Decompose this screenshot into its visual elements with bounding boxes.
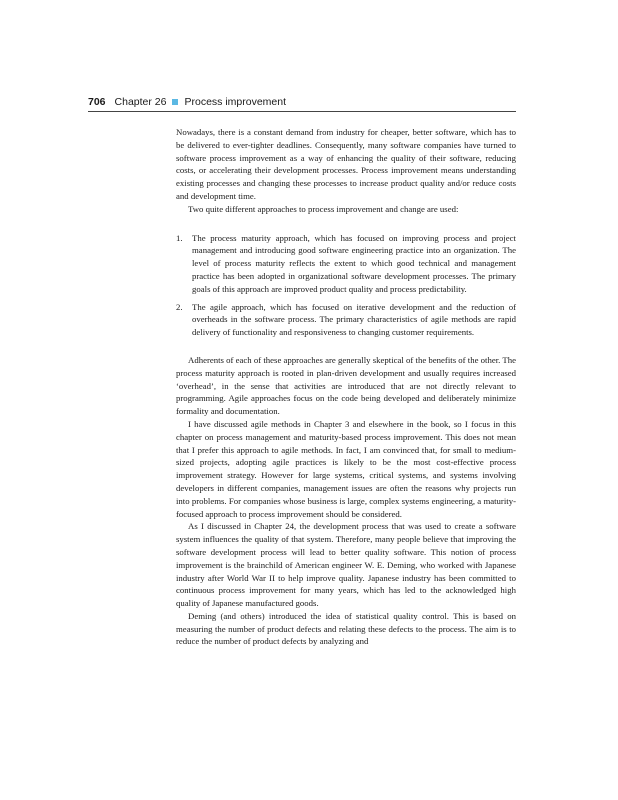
paragraph-body-3: As I discussed in Chapter 24, the development process that was used to create a software system influences the quality of that system. Therefore, many people believe that improving the software development process will lead to better quality software. This notion of process improvement is the brainchild of American engineer W. E. Deming, who worked with Japanese industry after World War II to help improve quality. Japanese industry has been committed to continuous process improvement for many years, which has led to the acknowledged high quality of Japanese manufactured goods. [176, 521, 516, 609]
header-rule [88, 111, 516, 112]
paragraph-intro-1: Nowadays, there is a constant demand from industry for cheaper, better software, which has to be delivered to ever-tighter deadlines. Consequently, many software companies have turned to software process improvement as a way of enhancing the quality of their software, reducing costs, or accelerating their development processes. Process improvement means understanding existing processes and changing these processes to increase product quality and/or reduce costs and development time. [176, 127, 516, 201]
body-text [176, 126, 516, 648]
list-item [176, 301, 516, 339]
list-item [176, 232, 516, 296]
paragraph-body-2: I have discussed agile methods in Chapter 3 and elsewhere in the book, so I focus in this chapter on process management and maturity-based process improvement. This does not mean that I prefer this approach to agile methods. In fact, I am convinced that, for small to medium-sized projects, adopting agile practices is likely to be the most cost-effective process improvement strategy. However for large systems, critical systems, and systems involving developers in different companies, management issues are often the reasons why projects run into problems. For companies whose business is large, complex systems engineering, a maturity-focused approach to process improvement should be considered. [176, 418, 516, 519]
running-head [88, 95, 516, 111]
list-item-number: 1. [176, 232, 183, 243]
section-marker-square [172, 99, 178, 105]
list-item-number: 2. [176, 301, 183, 312]
paragraph-body-4: Deming (and others) introduced the idea of statistical quality control. This is based on measuring the number of product defects and relating these defects to the process. The aim is to reduce the number of product defects by analyzing and [176, 610, 516, 647]
numbered-list [176, 232, 516, 339]
chapter-label: Chapter 26 [114, 96, 167, 108]
paragraph-body-1: Adherents of each of these approaches are generally skeptical of the benefits of the other. The process maturity approach is rooted in plan-driven development and usually requires increased ‘overhead’, in the sense that activities are introduced that are not directly relevant to programming. Agile approaches focus on the code being developed and deliberately minimize formality and documentation. [176, 354, 516, 417]
section-title: Process improvement [184, 96, 287, 108]
page-number: 706 [88, 96, 106, 108]
paragraph-intro-2: Two quite different approaches to process improvement and change are used: [188, 203, 459, 214]
list-item-text: The process maturity approach, which has focused on improving process and project management and introducing good software engineering practice into an organization. The level of process maturity reflects the extent to which good technical and management practice has been adopted in organizational software development processes. The primary goals of this approach are improved product quality and process predictability. [192, 232, 516, 294]
list-item-text: The agile approach, which has focused on iterative development and the reduction of overheads in the software process. The primary characteristics of agile methods are rapid delivery of functionality and responsiveness to changing customer requirements. [192, 301, 516, 338]
